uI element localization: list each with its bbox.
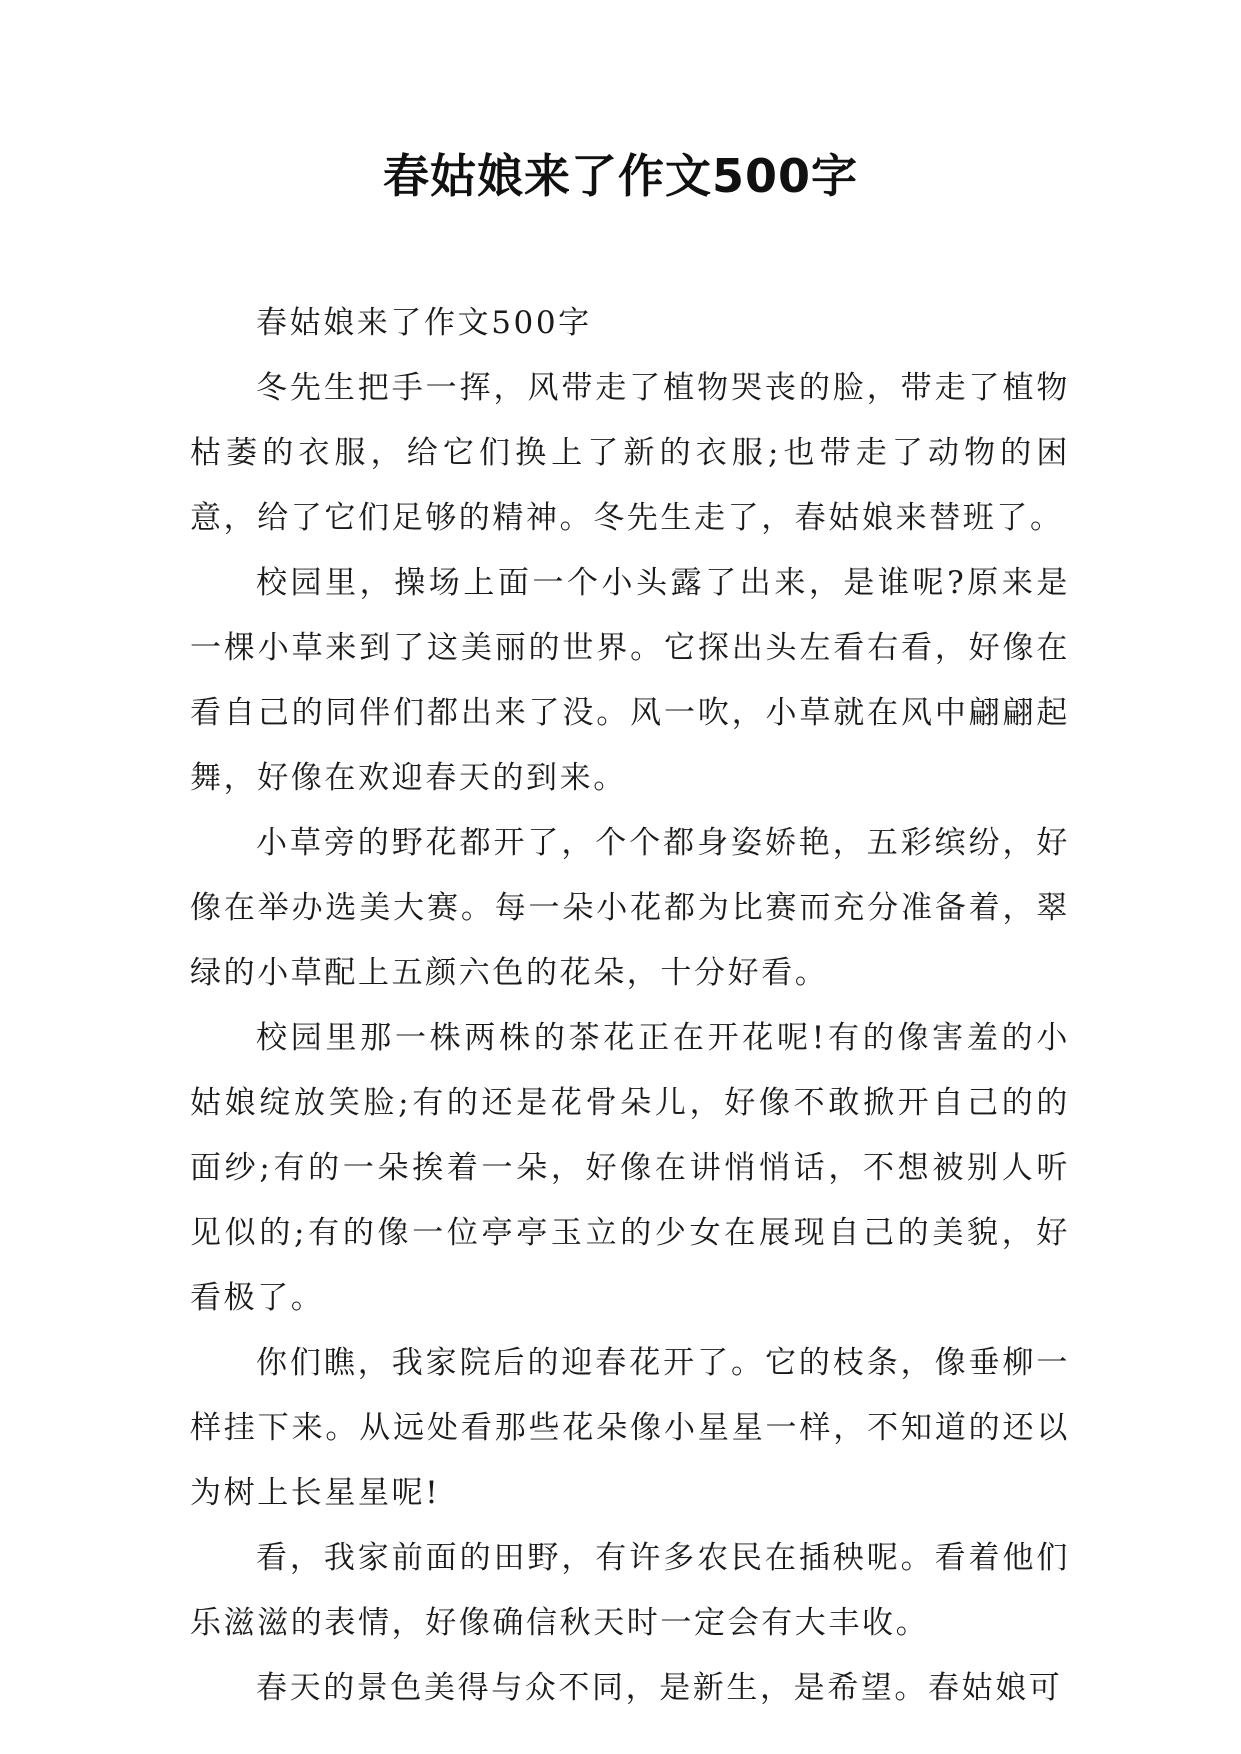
paragraph-camellias: 校园里那一株两株的茶花正在开花呢!有的像害羞的小姑娘绽放笑脸;有的还是花骨朵儿，好像不敢掀开自己的的面纱;有的一朵挨着一朵，好像在讲悄悄话，不想被别人听见似的;有的像一位亭亭玉立的少女在展现自己的美貌，好看极了。 xyxy=(190,1020,1070,1316)
paragraph-winter-jasmine: 你们瞧，我家院后的迎春花开了。它的枝条，像垂柳一样挂下来。从远处看那些花朵像小星星一样，不知道的还以为树上长星星呢! xyxy=(190,1345,1070,1511)
document-body xyxy=(190,291,1070,1721)
document-title: 春姑娘来了作文500字 xyxy=(382,149,859,203)
paragraph-farmers: 看，我家前面的田野，有许多农民在插秧呢。看着他们乐滋滋的表情，好像确信秋天时一定会有大丰收。 xyxy=(190,1540,1070,1641)
paragraph-winter-leaves: 冬先生把手一挥，风带走了植物哭丧的脸，带走了植物枯萎的衣服，给它们换上了新的衣服;也带走了动物的困意，给了它们足够的精神。冬先生走了，春姑娘来替班了。 xyxy=(190,370,1070,536)
paragraph-heading-repeat: 春姑娘来了作文500字 xyxy=(256,305,592,341)
paragraph-wild-flowers: 小草旁的野花都开了，个个都身姿娇艳，五彩缤纷，好像在举办选美大赛。每一朵小花都为比赛而充分准备着，翠绿的小草配上五颜六色的花朵，十分好看。 xyxy=(190,825,1070,991)
paragraph-spring-scenery: 春天的景色美得与众不同，是新生，是希望。春姑娘可 xyxy=(256,1670,1063,1706)
paragraph-little-grass: 校园里，操场上面一个小头露了出来，是谁呢?原来是一棵小草来到了这美丽的世界。它探出头左看右看，好像在看自己的同伴们都出来了没。风一吹，小草就在风中翩翩起舞，好像在欢迎春天的到来。 xyxy=(190,565,1070,796)
